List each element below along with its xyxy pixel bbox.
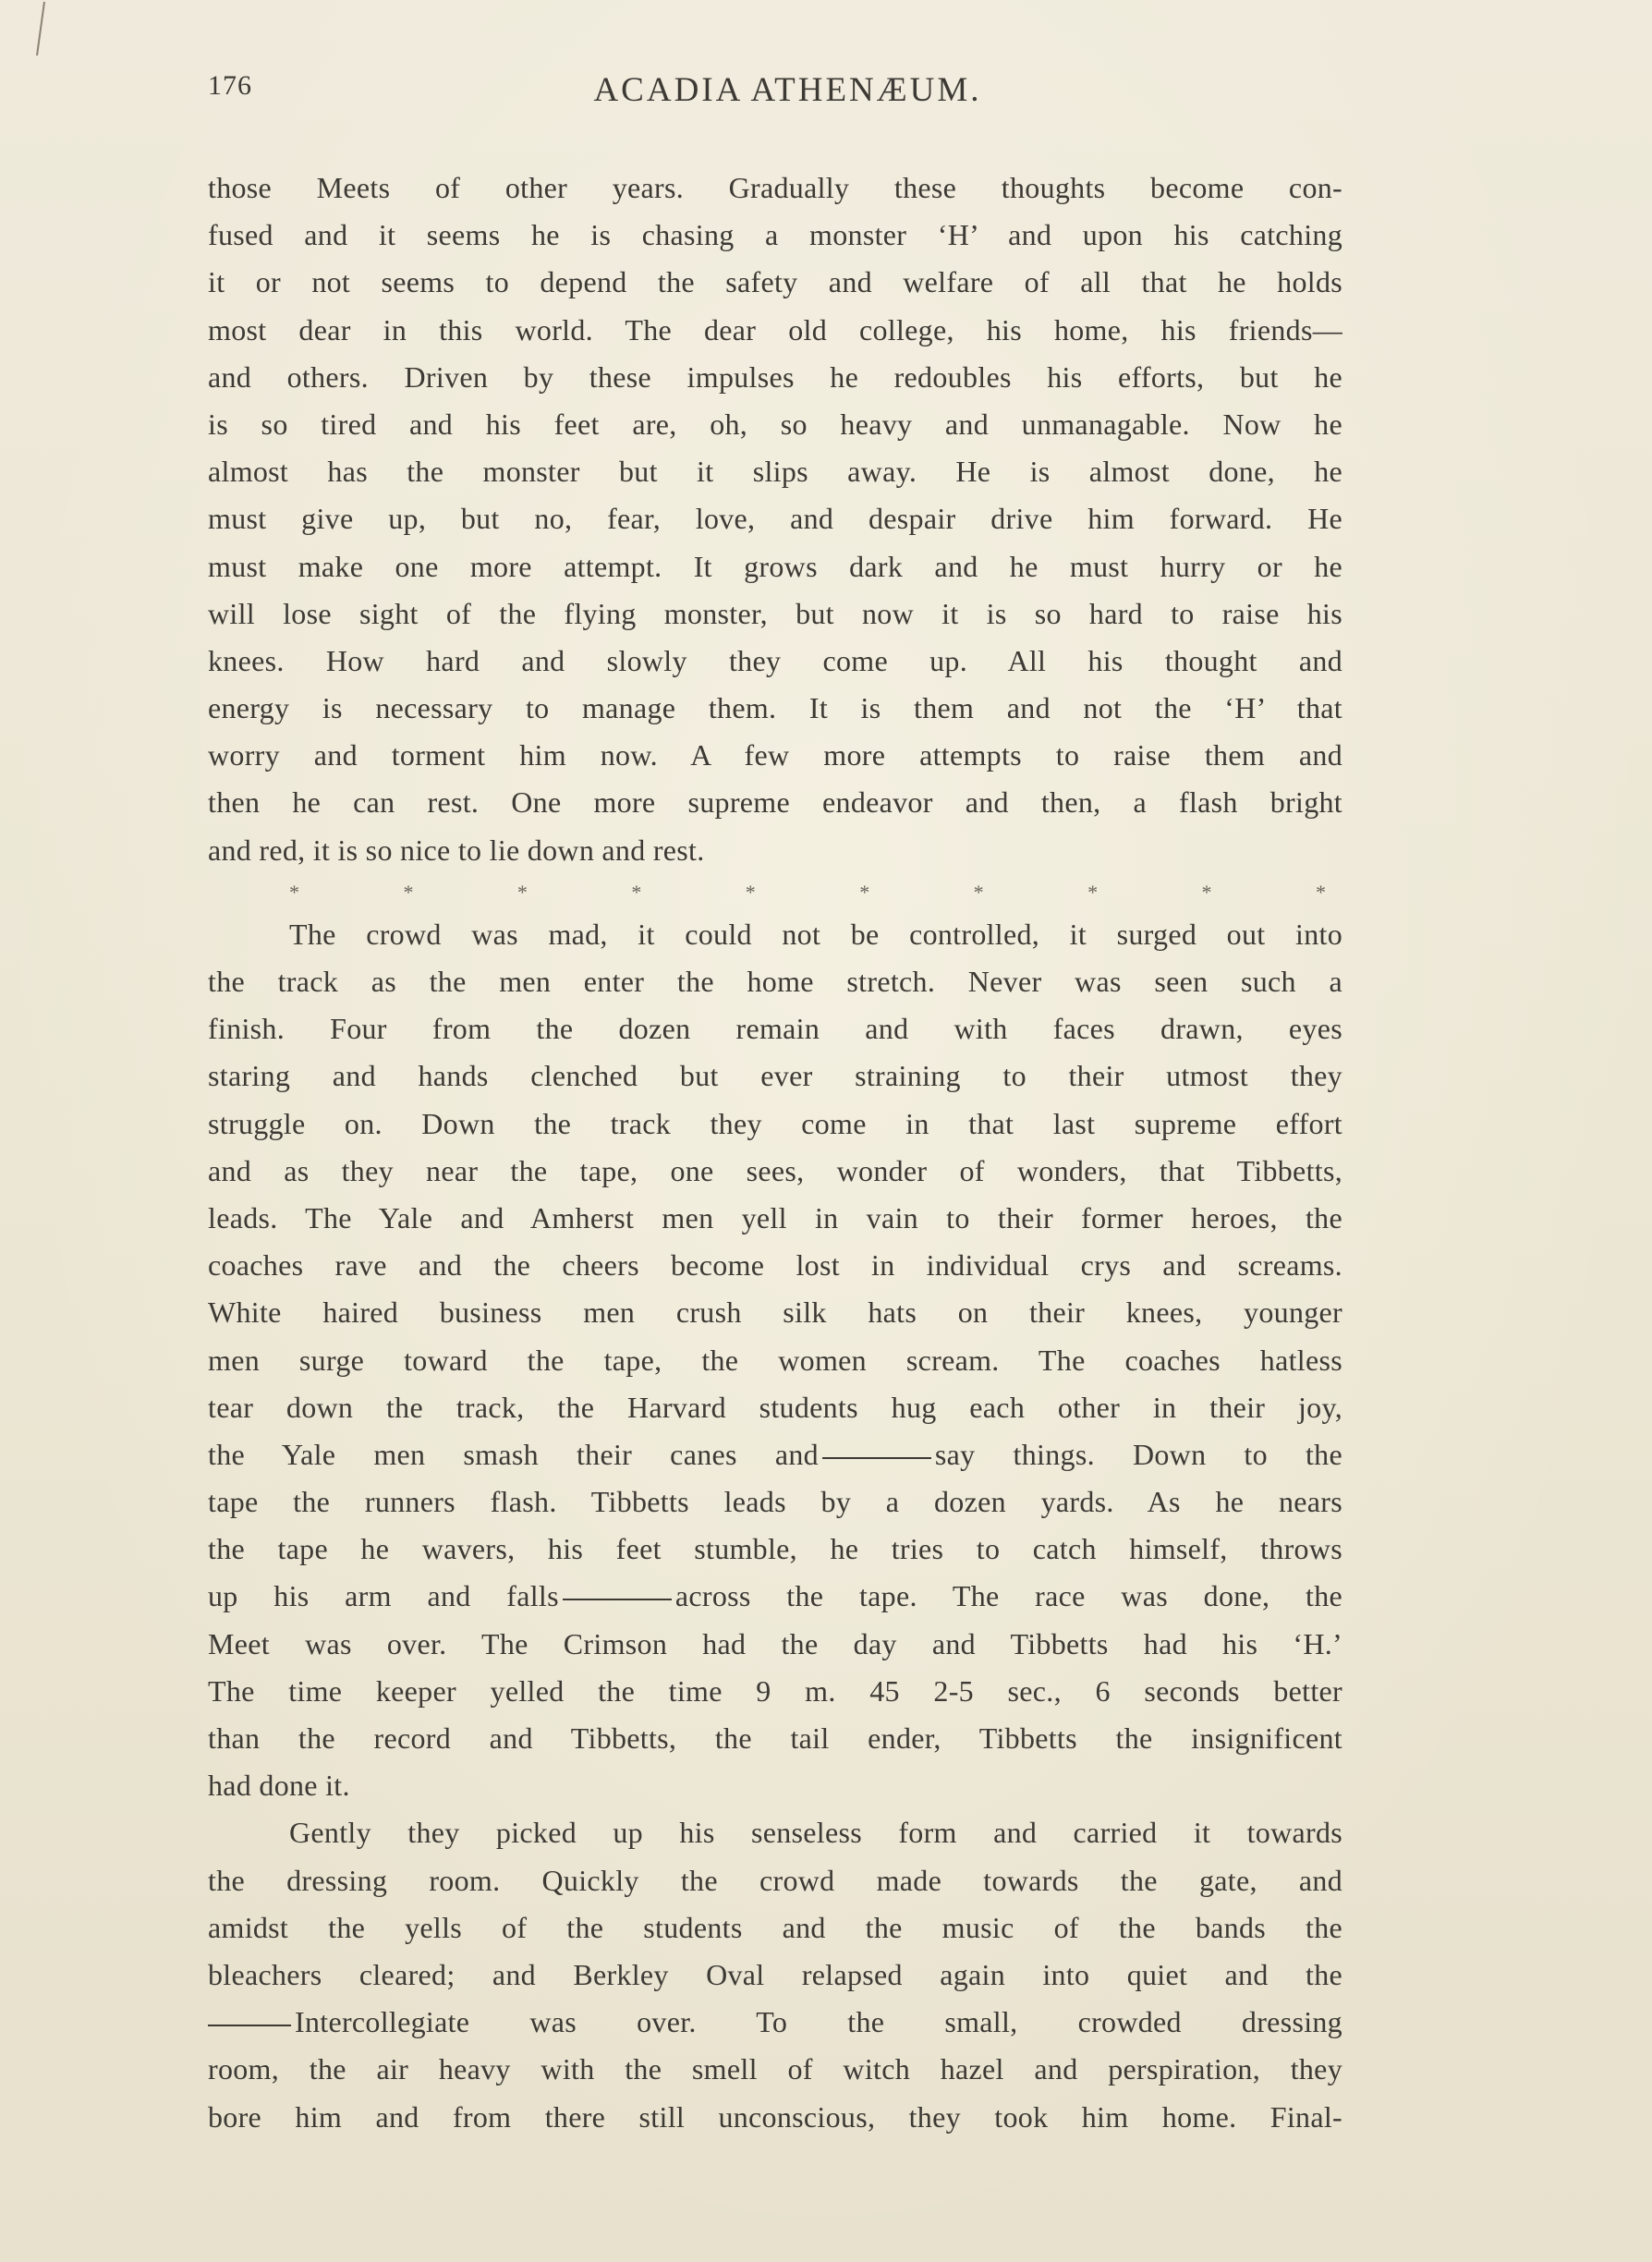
asterisk: *: [516, 880, 528, 904]
paragraph-race-cont: [208, 1478, 1342, 1573]
text-line: had done it.: [208, 1769, 350, 1803]
asterisk: *: [745, 880, 756, 904]
asterisk: *: [403, 880, 414, 904]
page-header: [208, 67, 1367, 122]
em-dash-rule: [563, 1599, 672, 1600]
text-line: the dressing room. Quickly the crowd made towards the gate, and: [208, 1863, 1342, 1897]
asterisk: *: [631, 880, 642, 904]
asterisk: *: [1315, 880, 1326, 904]
text-line: it or not seems to depend the safety and welfare of all that he holds: [208, 265, 1342, 299]
body-text: [208, 164, 1342, 2141]
text-line: is so tired and his feet are, oh, so heavy and unmanagable. Now he: [208, 407, 1342, 441]
text-line: amidst the yells of the students and the music of the bands the: [208, 1910, 1342, 1944]
text-line: staring and hands clenched but ever straining to their utmost they: [208, 1059, 1342, 1093]
text-line: Meet was over. The Crimson had the day and Tibbetts had his ‘H.’: [208, 1626, 1342, 1660]
em-dash-rule: [822, 1457, 931, 1459]
text-line: and red, it is so nice to lie down and rest.: [208, 833, 705, 867]
text-line: Intercollegiate was over. To the small, crowded dressing: [208, 1999, 1342, 2046]
paragraph-race-end: [208, 1621, 1342, 1810]
text-line: worry and torment him now. A few more attempts to raise them and: [208, 738, 1342, 772]
text-line: The crowd was mad, it could not be controlled, it surged out into: [289, 917, 1342, 951]
pencil-mark-icon: [17, 0, 54, 65]
text-line: the tape he wavers, his feet stumble, he tries to catch himself, throws: [208, 1532, 1342, 1566]
text-line: knees. How hard and slowly they come up. All his thought and: [208, 643, 1342, 677]
text-line: than the record and Tibbetts, the tail ender, Tibbetts the insignificent: [208, 1721, 1342, 1755]
text-line: tear down the track, the Harvard students hug each other in their joy,: [208, 1390, 1342, 1424]
text-line: will lose sight of the flying monster, but now it is so hard to raise his: [208, 596, 1342, 630]
text-line: bleachers cleared; and Berkley Oval relapsed again into quiet and the: [208, 1957, 1342, 1991]
paragraph-aftermath: [208, 1809, 1342, 1999]
text-line: and others. Driven by these impulses he redoubles his efforts, but he: [208, 359, 1342, 394]
asterisk: *: [289, 880, 299, 904]
text-line: struggle on. Down the track they come in that last supreme effort: [208, 1106, 1342, 1140]
text-line: finish. Four from the dozen remain and with faces drawn, eyes: [208, 1012, 1342, 1046]
page-number: 176: [208, 70, 252, 101]
text-line: Gently they picked up his senseless form and carried it towards: [289, 1816, 1342, 1850]
text-line: almost has the monster but it slips away. He is almost done, he: [208, 455, 1342, 489]
text-line: must give up, but no, fear, love, and despair drive him forward. He: [208, 502, 1342, 536]
text-line: White haired business men crush silk hats on their knees, younger: [208, 1295, 1342, 1330]
text-line: tape the runners flash. Tibbetts leads by a dozen yards. As he nears: [208, 1485, 1342, 1519]
asterisk: *: [1087, 880, 1099, 904]
text-line: room, the air heavy with the smell of witch hazel and perspiration, they: [208, 2052, 1342, 2086]
paragraph-race: [208, 911, 1342, 1431]
text-line: up his arm and falls across the tape. The race was done, the: [208, 1579, 1343, 1613]
text-line: those Meets of other years. Gradually these thoughts become con-: [208, 171, 1342, 204]
text-line: bore him and from there still unconscious, they took him home. Final-: [208, 2099, 1342, 2134]
text-line: coaches rave and the cheers become lost in individual crys and screams.: [208, 1248, 1342, 1283]
text-line: the track as the men enter the home stretch. Never was seen such a: [208, 965, 1342, 998]
asterisk: *: [973, 880, 984, 904]
text-line: The time keeper yelled the time 9 m. 45 2-5 sec., 6 seconds better: [208, 1673, 1342, 1708]
asterisk: *: [859, 880, 870, 904]
text-line: and as they near the tape, one sees, wonder of wonders, that Tibbetts,: [208, 1153, 1342, 1187]
em-dash-rule: [208, 2025, 291, 2026]
text-line: men surge toward the tape, the women scream. The coaches hatless: [208, 1343, 1342, 1377]
text-line: must make one more attempt. It grows dark and he must hurry or he: [208, 549, 1342, 583]
paragraph-aftermath-cont: [208, 2046, 1342, 2140]
text-line: fused and it seems he is chasing a monster ‘H’ and upon his catching: [208, 218, 1342, 252]
text-line: most dear in this world. The dear old college, his home, his friends—: [208, 312, 1342, 347]
section-break-asterisks: [208, 874, 1342, 911]
asterisk: *: [1201, 880, 1212, 904]
text-line: the Yale men smash their canes and say things. Down to the: [208, 1437, 1342, 1471]
text-line: leads. The Yale and Amherst men yell in vain to their former heroes, the: [208, 1200, 1342, 1234]
paragraph-continued: [208, 164, 1342, 874]
running-title: ACADIA ATHENÆUM.: [593, 71, 982, 109]
text-line: then he can rest. One more supreme endeavor and then, a flash bright: [208, 785, 1342, 820]
text-line: energy is necessary to manage them. It is them and not the ‘H’ that: [208, 691, 1342, 725]
